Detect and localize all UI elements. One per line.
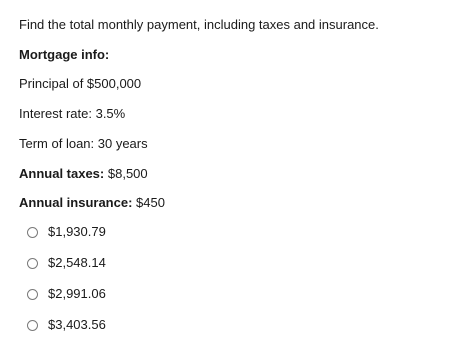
radio-button[interactable] (27, 320, 38, 331)
annual-taxes-label: Annual taxes: (19, 166, 105, 181)
annual-taxes-value: $8,500 (107, 166, 148, 181)
interest-rate-text: Interest rate: 3.5% (19, 106, 126, 121)
option-label: $2,548.14 (48, 255, 106, 270)
answer-option-1[interactable] (27, 223, 106, 241)
answer-option-2[interactable] (27, 254, 106, 272)
radio-button[interactable] (27, 227, 38, 238)
loan-term-text: Term of loan: 30 years (19, 136, 148, 151)
mortgage-info-heading: Mortgage info: (19, 47, 110, 62)
option-label: $3,403.56 (48, 317, 106, 332)
radio-button[interactable] (27, 289, 38, 300)
answer-option-3[interactable] (27, 285, 106, 303)
answer-option-4[interactable] (27, 316, 106, 334)
annual-insurance-line (19, 195, 165, 211)
principal-text: Principal of $500,000 (19, 76, 142, 91)
radio-button[interactable] (27, 258, 38, 269)
annual-insurance-value: $450 (136, 195, 165, 210)
option-label: $2,991.06 (48, 286, 106, 301)
annual-insurance-label: Annual insurance: (19, 195, 133, 210)
option-label: $1,930.79 (48, 224, 106, 239)
annual-taxes-line (19, 166, 148, 182)
question-prompt: Find the total monthly payment, including taxes and insurance. (19, 17, 379, 32)
